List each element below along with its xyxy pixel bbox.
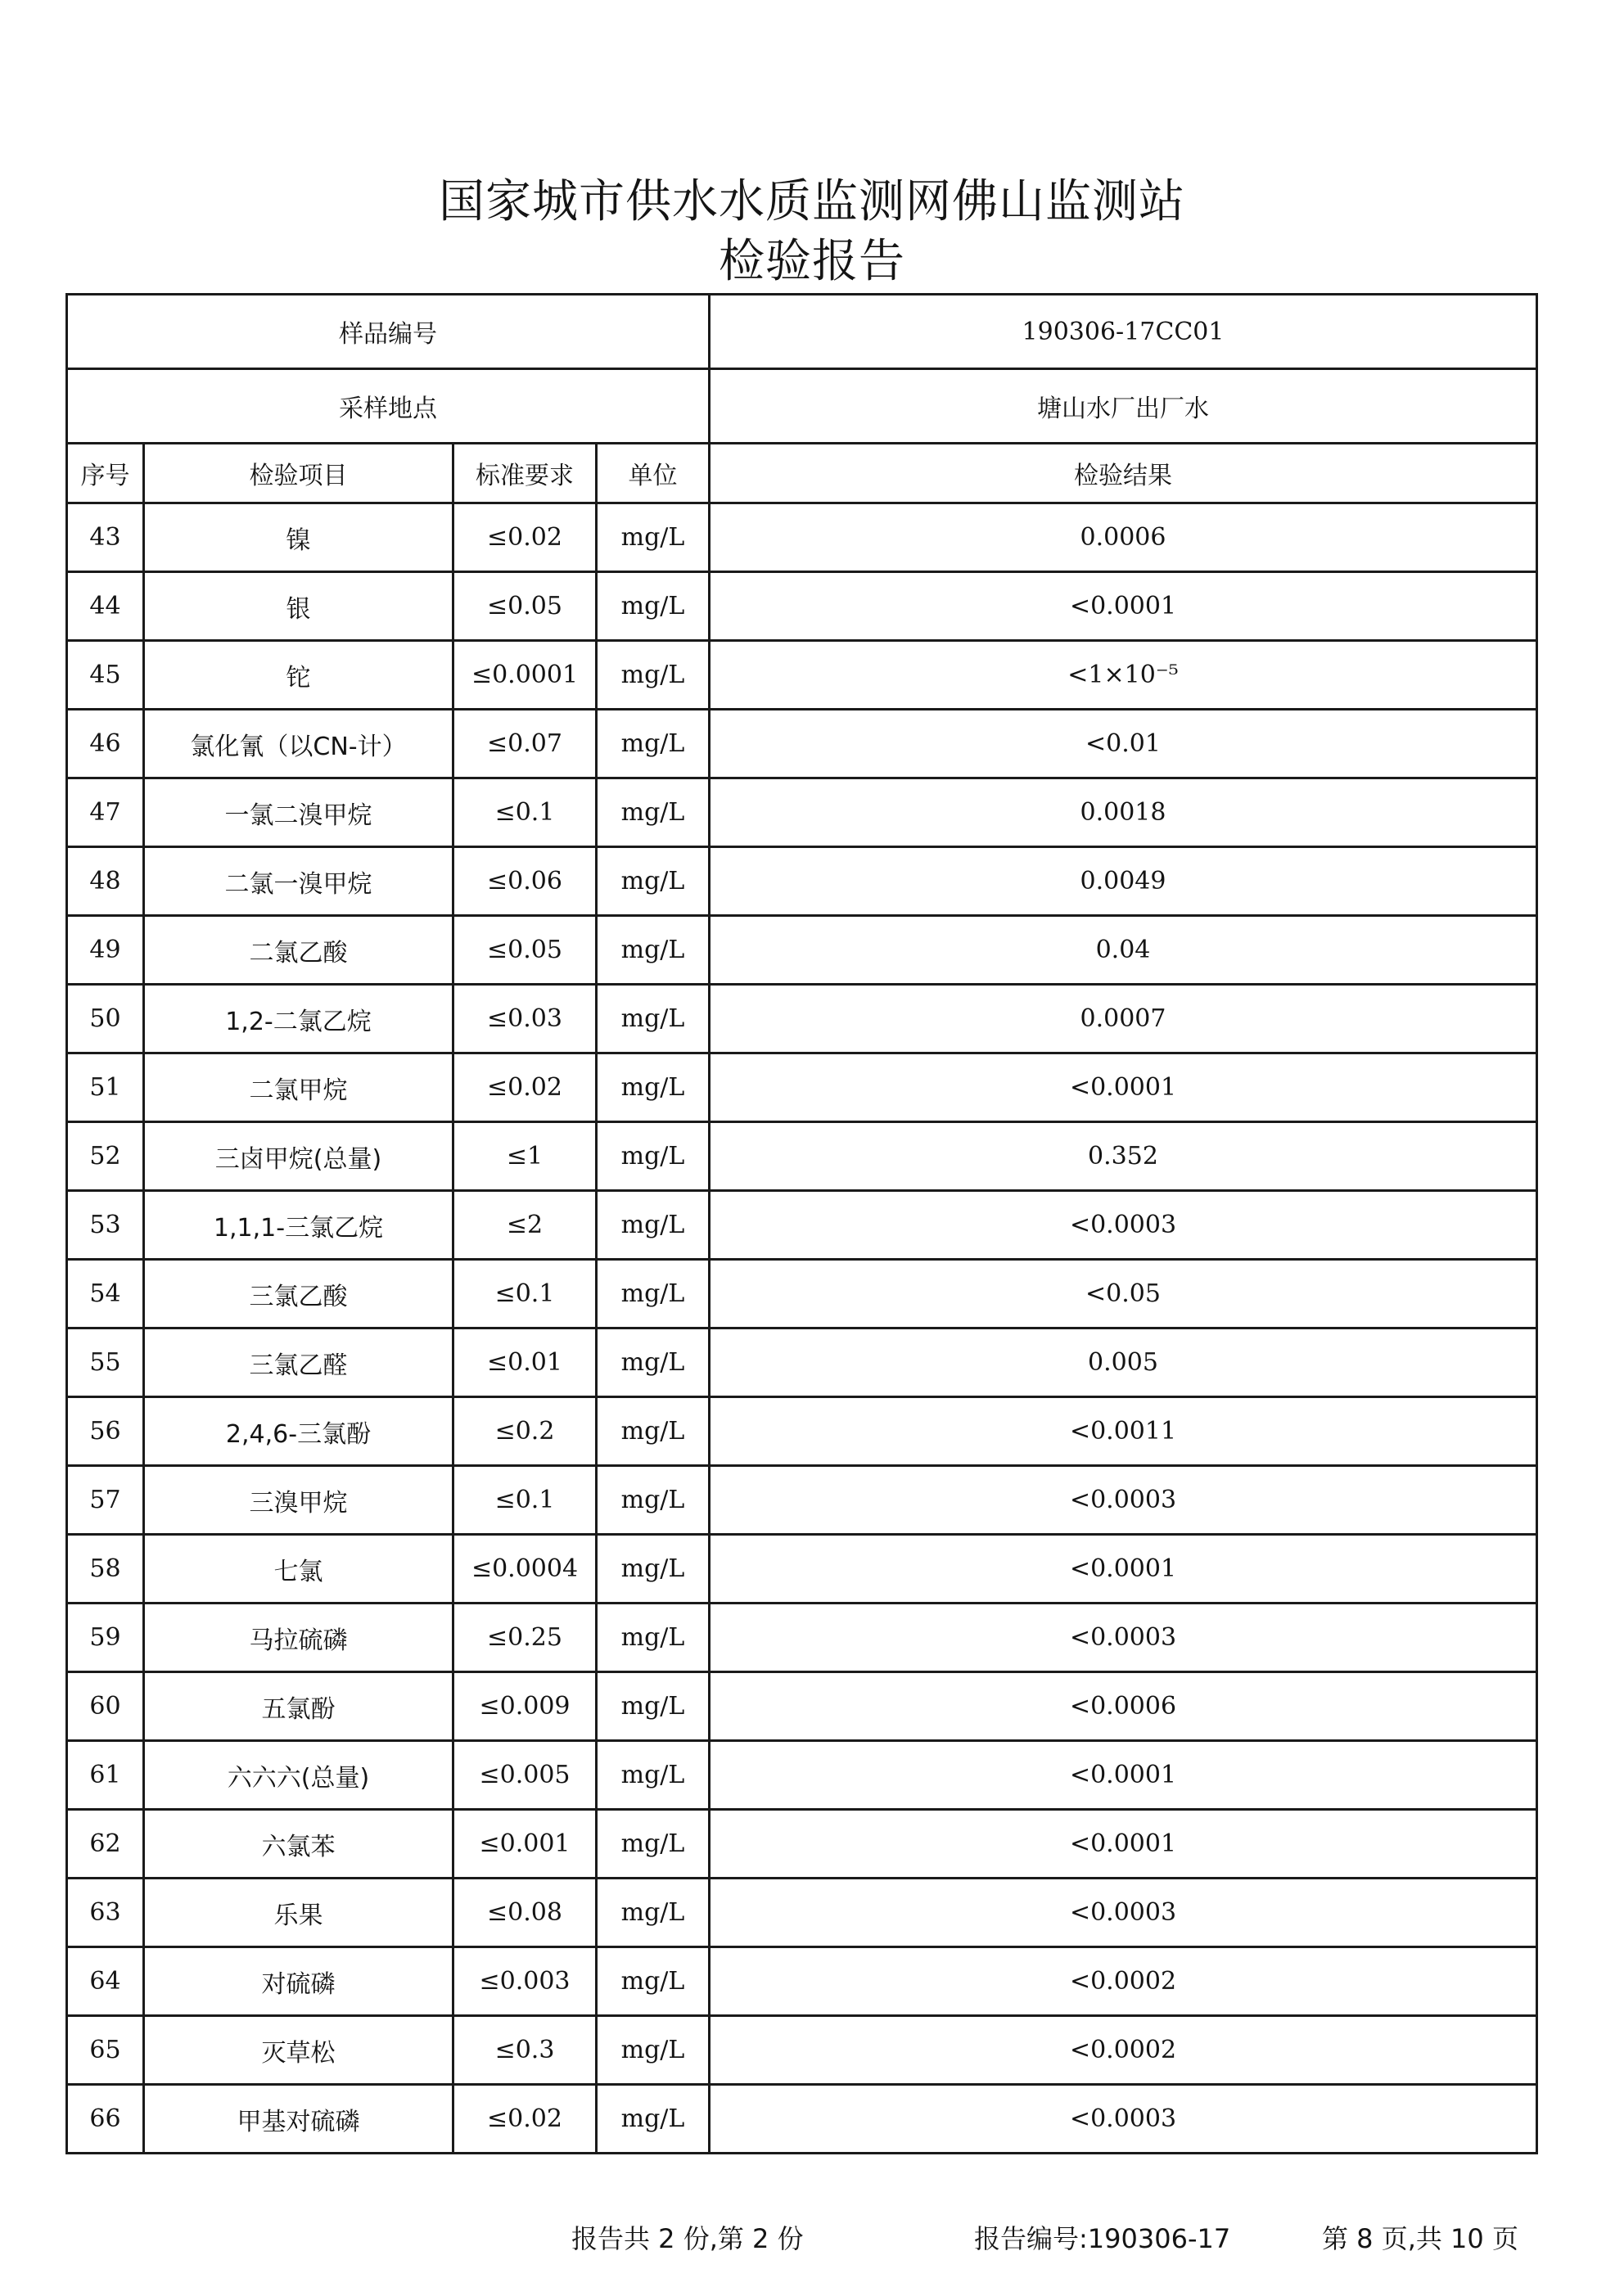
report-title: 国家城市供水水质监测网佛山监测站 [439, 175, 1185, 228]
result-cell: <1×10⁻⁵ [710, 641, 1537, 710]
item-cell: 对硫磷 [144, 1947, 453, 2016]
result-cell: <0.0003 [710, 2085, 1537, 2154]
standard-cell: ≤0.1 [453, 1260, 597, 1328]
standard-cell: ≤0.07 [453, 710, 597, 778]
seq-cell: 60 [67, 1672, 144, 1741]
result-cell: <0.0003 [710, 1191, 1537, 1260]
result-cell: <0.0001 [710, 572, 1537, 641]
unit-cell: mg/L [597, 1260, 710, 1328]
standard-cell: ≤0.3 [453, 2016, 597, 2085]
sample-id-value: 190306-17CC01 [710, 295, 1537, 369]
standard-cell: ≤0.08 [453, 1879, 597, 1947]
result-cell: <0.0002 [710, 2016, 1537, 2085]
seq-cell: 66 [67, 2085, 144, 2154]
table-row [67, 1810, 1537, 1879]
report-subtitle: 检验报告 [719, 235, 905, 288]
item-cell: 银 [144, 572, 453, 641]
standard-cell: ≤0.06 [453, 847, 597, 916]
result-cell: <0.0002 [710, 1947, 1537, 2016]
seq-cell: 58 [67, 1535, 144, 1604]
table-row [67, 847, 1537, 916]
standard-cell: ≤2 [453, 1191, 597, 1260]
item-cell: 六六六(总量) [144, 1741, 453, 1810]
seq-cell: 64 [67, 1947, 144, 2016]
table-row [67, 1672, 1537, 1741]
item-cell: 甲基对硫磷 [144, 2085, 453, 2154]
sample-location-value: 塘山水厂出厂水 [710, 369, 1537, 444]
result-cell: 0.04 [710, 916, 1537, 985]
unit-cell: mg/L [597, 1191, 710, 1260]
result-cell: 0.0006 [710, 503, 1537, 572]
table-row [67, 916, 1537, 985]
table-row [67, 1328, 1537, 1397]
seq-cell: 47 [67, 778, 144, 847]
table-row [67, 1191, 1537, 1260]
table-row [67, 1053, 1537, 1122]
table-row [67, 1260, 1537, 1328]
item-cell: 二氯甲烷 [144, 1053, 453, 1122]
table-row [67, 985, 1537, 1053]
item-cell: 三溴甲烷 [144, 1466, 453, 1535]
result-cell: 0.352 [710, 1122, 1537, 1191]
item-cell: 二氯一溴甲烷 [144, 847, 453, 916]
unit-cell: mg/L [597, 916, 710, 985]
unit-cell: mg/L [597, 1604, 710, 1672]
result-cell: 0.0007 [710, 985, 1537, 1053]
result-cell: 0.0018 [710, 778, 1537, 847]
unit-cell: mg/L [597, 1947, 710, 2016]
standard-cell: ≤0.001 [453, 1810, 597, 1879]
item-cell: 灭草松 [144, 2016, 453, 2085]
unit-cell: mg/L [597, 1466, 710, 1535]
item-cell: 三卤甲烷(总量) [144, 1122, 453, 1191]
unit-cell: mg/L [597, 1879, 710, 1947]
item-cell: 2,4,6-三氯酚 [144, 1397, 453, 1466]
table-row [67, 1604, 1537, 1672]
result-cell: <0.0006 [710, 1672, 1537, 1741]
standard-cell: ≤0.009 [453, 1672, 597, 1741]
inspection-table [65, 293, 1538, 2154]
standard-cell: ≤0.05 [453, 572, 597, 641]
unit-cell: mg/L [597, 1810, 710, 1879]
col-header-item: 检验项目 [144, 444, 453, 503]
item-cell: 七氯 [144, 1535, 453, 1604]
standard-cell: ≤0.005 [453, 1741, 597, 1810]
result-cell: 0.0049 [710, 847, 1537, 916]
result-cell: <0.0003 [710, 1466, 1537, 1535]
result-cell: 0.005 [710, 1328, 1537, 1397]
seq-cell: 51 [67, 1053, 144, 1122]
unit-cell: mg/L [597, 985, 710, 1053]
standard-cell: ≤0.003 [453, 1947, 597, 2016]
table-row [67, 2016, 1537, 2085]
seq-cell: 50 [67, 985, 144, 1053]
footer-copies: 报告共 2 份,第 2 份 [571, 2223, 804, 2254]
seq-cell: 65 [67, 2016, 144, 2085]
item-cell: 镍 [144, 503, 453, 572]
result-cell: <0.0001 [710, 1053, 1537, 1122]
item-cell: 二氯乙酸 [144, 916, 453, 985]
table-row [67, 1741, 1537, 1810]
seq-cell: 61 [67, 1741, 144, 1810]
standard-cell: ≤0.1 [453, 778, 597, 847]
table-row [67, 2085, 1537, 2154]
seq-cell: 49 [67, 916, 144, 985]
unit-cell: mg/L [597, 572, 710, 641]
item-cell: 六氯苯 [144, 1810, 453, 1879]
seq-cell: 56 [67, 1397, 144, 1466]
col-header-result: 检验结果 [710, 444, 1537, 503]
unit-cell: mg/L [597, 2085, 710, 2154]
unit-cell: mg/L [597, 1741, 710, 1810]
item-cell: 三氯乙醛 [144, 1328, 453, 1397]
standard-cell: ≤0.02 [453, 2085, 597, 2154]
seq-cell: 43 [67, 503, 144, 572]
standard-cell: ≤0.03 [453, 985, 597, 1053]
standard-cell: ≤0.02 [453, 503, 597, 572]
seq-cell: 55 [67, 1328, 144, 1397]
standard-cell: ≤0.05 [453, 916, 597, 985]
standard-cell: ≤0.0004 [453, 1535, 597, 1604]
unit-cell: mg/L [597, 778, 710, 847]
unit-cell: mg/L [597, 847, 710, 916]
item-cell: 铊 [144, 641, 453, 710]
item-cell: 马拉硫磷 [144, 1604, 453, 1672]
item-cell: 乐果 [144, 1879, 453, 1947]
table-row [67, 503, 1537, 572]
seq-cell: 53 [67, 1191, 144, 1260]
seq-cell: 54 [67, 1260, 144, 1328]
standard-cell: ≤0.01 [453, 1328, 597, 1397]
table-row [67, 1466, 1537, 1535]
table-row [67, 1535, 1537, 1604]
table-row [67, 641, 1537, 710]
unit-cell: mg/L [597, 710, 710, 778]
table-row [67, 1397, 1537, 1466]
item-cell: 1,1,1-三氯乙烷 [144, 1191, 453, 1260]
col-header-seq: 序号 [67, 444, 144, 503]
table-row [67, 572, 1537, 641]
result-cell: <0.0001 [710, 1810, 1537, 1879]
col-header-unit: 单位 [597, 444, 710, 503]
result-cell: <0.0001 [710, 1535, 1537, 1604]
seq-cell: 63 [67, 1879, 144, 1947]
table-row [67, 1122, 1537, 1191]
standard-cell: ≤0.1 [453, 1466, 597, 1535]
seq-cell: 57 [67, 1466, 144, 1535]
footer-report-number: 报告编号:190306-17 [974, 2223, 1231, 2254]
seq-cell: 59 [67, 1604, 144, 1672]
table-row [67, 1947, 1537, 2016]
result-cell: <0.0003 [710, 1604, 1537, 1672]
unit-cell: mg/L [597, 1672, 710, 1741]
standard-cell: ≤0.0001 [453, 641, 597, 710]
unit-cell: mg/L [597, 503, 710, 572]
unit-cell: mg/L [597, 641, 710, 710]
result-cell: <0.01 [710, 710, 1537, 778]
unit-cell: mg/L [597, 1328, 710, 1397]
sample-location-row [67, 369, 1537, 444]
unit-cell: mg/L [597, 1535, 710, 1604]
unit-cell: mg/L [597, 1397, 710, 1466]
standard-cell: ≤0.25 [453, 1604, 597, 1672]
sample-location-label: 采样地点 [67, 369, 710, 444]
unit-cell: mg/L [597, 1053, 710, 1122]
seq-cell: 62 [67, 1810, 144, 1879]
footer-page-number: 第 8 页,共 10 页 [1322, 2223, 1518, 2254]
seq-cell: 46 [67, 710, 144, 778]
item-cell: 五氯酚 [144, 1672, 453, 1741]
col-header-standard: 标准要求 [453, 444, 597, 503]
result-cell: <0.0001 [710, 1741, 1537, 1810]
unit-cell: mg/L [597, 2016, 710, 2085]
seq-cell: 48 [67, 847, 144, 916]
item-cell: 一氯二溴甲烷 [144, 778, 453, 847]
result-cell: <0.05 [710, 1260, 1537, 1328]
seq-cell: 45 [67, 641, 144, 710]
table-row [67, 1879, 1537, 1947]
item-cell: 氯化氰（以CN-计） [144, 710, 453, 778]
unit-cell: mg/L [597, 1122, 710, 1191]
table-row [67, 710, 1537, 778]
standard-cell: ≤1 [453, 1122, 597, 1191]
result-cell: <0.0003 [710, 1879, 1537, 1947]
seq-cell: 52 [67, 1122, 144, 1191]
item-cell: 三氯乙酸 [144, 1260, 453, 1328]
sample-id-row [67, 295, 1537, 369]
seq-cell: 44 [67, 572, 144, 641]
standard-cell: ≤0.2 [453, 1397, 597, 1466]
column-header-row [67, 444, 1537, 503]
standard-cell: ≤0.02 [453, 1053, 597, 1122]
result-cell: <0.0011 [710, 1397, 1537, 1466]
item-cell: 1,2-二氯乙烷 [144, 985, 453, 1053]
table-row [67, 778, 1537, 847]
sample-id-label: 样品编号 [67, 295, 710, 369]
